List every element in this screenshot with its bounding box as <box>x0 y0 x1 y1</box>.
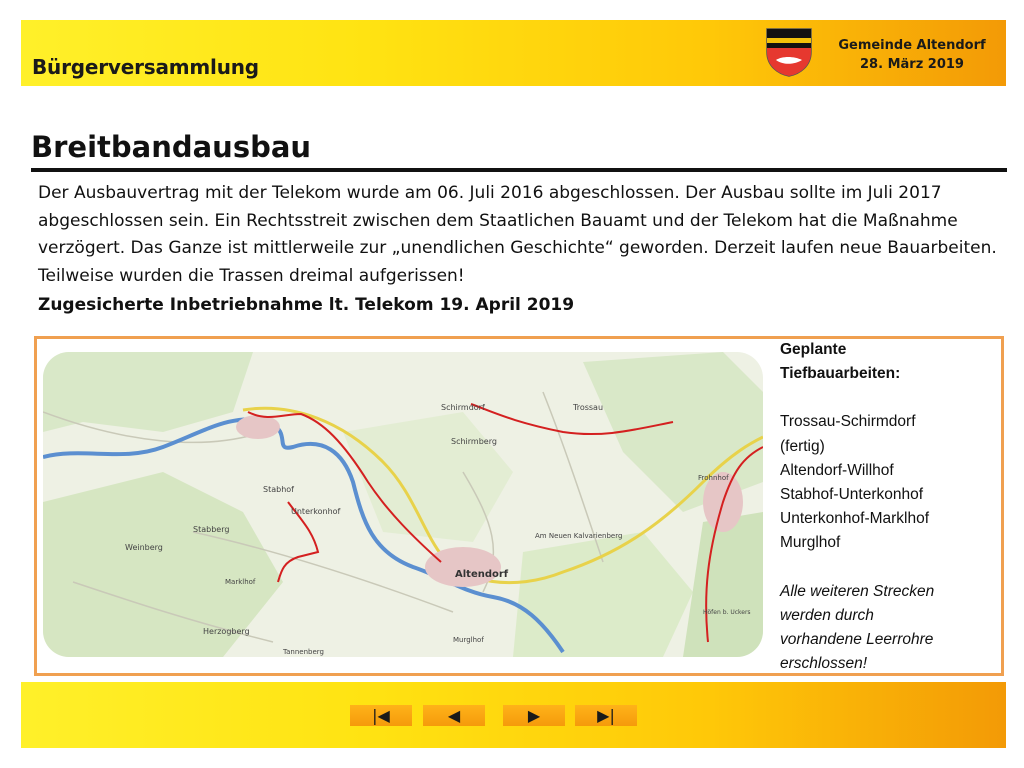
spacer <box>780 556 995 580</box>
skip-back-icon: |◀ <box>372 705 390 725</box>
commissioning-note: Zugesicherte Inbetriebnahme lt. Telekom 19. April 2019 <box>38 295 575 315</box>
map-label: Höfen b. Uckers <box>703 609 751 616</box>
list-item: (fertig) <box>780 437 825 455</box>
skip-forward-icon: ▶| <box>597 705 615 725</box>
map-label: Marklhof <box>225 578 256 586</box>
triangle-left-icon: ◀ <box>447 705 461 725</box>
map-label: Schirmberg <box>451 437 497 446</box>
note-line: erschlossen! <box>780 655 868 673</box>
map-label: Weinberg <box>125 543 163 552</box>
first-slide-button[interactable] <box>350 705 412 726</box>
title-divider <box>31 168 1007 172</box>
triangle-right-icon: ▶ <box>527 705 541 725</box>
header-title: Bürgerversammlung <box>32 55 259 79</box>
map-label: Trossau <box>573 403 604 412</box>
map-settlement <box>425 547 501 587</box>
municipality-name: Gemeinde Altendorf <box>838 38 986 53</box>
list-item: Altendorf-Willhof <box>780 461 894 479</box>
map-label: Stabberg <box>193 525 230 534</box>
map-label: Murglhof <box>453 636 484 644</box>
body-paragraph: Der Ausbauvertrag mit der Telekom wurde am 06. Juli 2016 abgeschlossen. Der Ausbau sollte im Juli 2017 abgeschlossen sein. Ein Rechtsstreit zwischen dem Staatlichen Bauamt und der Telekom hat die Maßnahme verzögert. Das Ganze ist mittlerweile zur „unendlichen Geschichte“ geworden. Derzeit laufen neue Bauarbeiten. Teilweise wurden die Trassen dreimal aufgerissen! <box>38 183 997 286</box>
next-slide-button[interactable] <box>503 705 565 726</box>
slide-title: Breitbandausbau <box>31 130 312 164</box>
map-label: Frohnhof <box>698 474 729 482</box>
map-label: Schirmdorf <box>441 403 485 412</box>
map-label: Unterkonhof <box>291 507 341 516</box>
map-settlement <box>236 415 280 439</box>
coat-of-arms-icon <box>764 26 814 78</box>
list-item: Unterkonhof-Marklhof <box>780 510 930 528</box>
planned-works-list <box>780 338 995 676</box>
meeting-date: 28. März 2019 <box>860 57 964 72</box>
map-label: Am Neuen Kalvarienberg <box>535 532 623 540</box>
map-label: Tannenberg <box>283 648 324 656</box>
map-label: Stabhof <box>263 485 294 494</box>
route-map <box>43 352 763 657</box>
note-line: Alle weiteren Strecken <box>780 582 935 600</box>
map-graphic <box>43 352 763 657</box>
list-item: Murglhof <box>780 534 841 552</box>
planned-works-heading: Geplante <box>780 341 847 358</box>
last-slide-button[interactable] <box>575 705 637 726</box>
map-label: Altendorf <box>455 569 509 580</box>
municipality-info <box>822 36 1002 74</box>
list-item: Stabhof-Unterkonhof <box>780 486 924 504</box>
planned-works-heading: Tiefbauarbeiten: <box>780 365 901 383</box>
previous-slide-button[interactable] <box>423 705 485 726</box>
list-item: Trossau-Schirmdorf <box>780 413 916 431</box>
note-line: werden durch <box>780 606 874 624</box>
note-line: vorhandene Leerrohre <box>780 631 934 649</box>
map-label: Herzogberg <box>203 627 250 636</box>
spacer <box>780 386 995 410</box>
